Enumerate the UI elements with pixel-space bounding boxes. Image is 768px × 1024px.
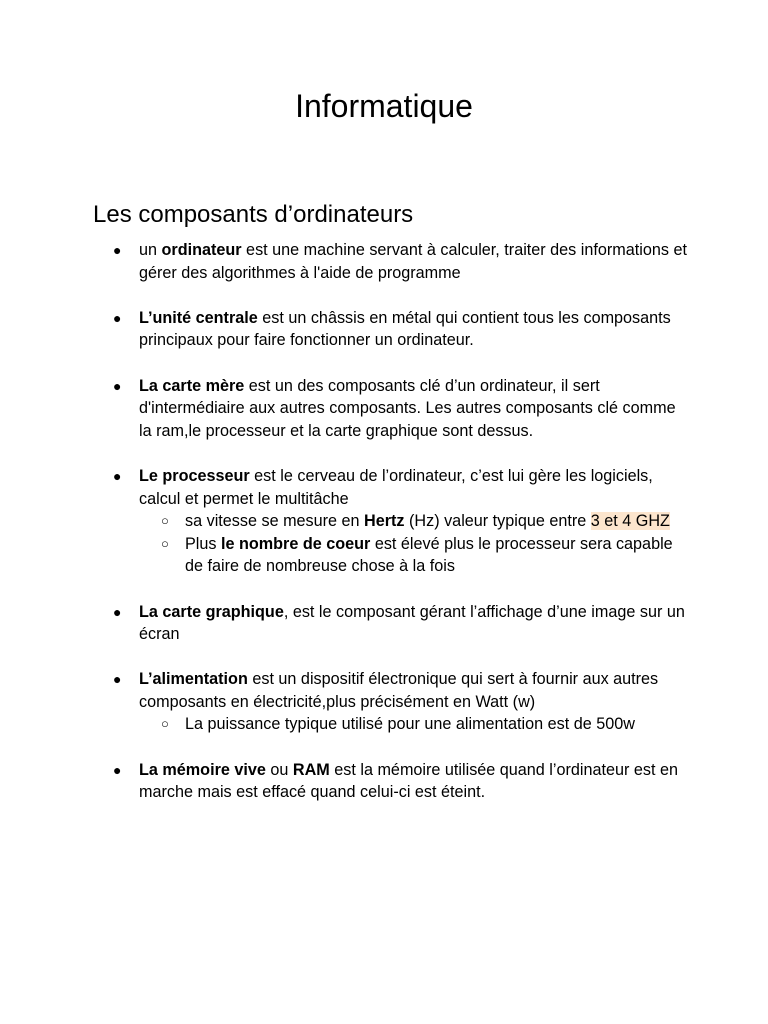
item-term: Le processeur — [139, 466, 250, 485]
sub-item-puissance — [139, 713, 688, 736]
bullet-icon: ● — [113, 377, 122, 394]
list-item-memoire-vive — [0, 759, 768, 804]
item-text: est la mémoire utilisée quand l’ordinateur est en marche mais est effacé quand celui-ci est éteint. — [139, 760, 678, 802]
sub-bullet-icon: ○ — [161, 716, 169, 732]
bullet-icon: ● — [113, 671, 122, 688]
item-text: est le cerveau de l’ordinateur, c’est lui gère les logiciels, calcul et permet le multitâche — [139, 466, 653, 508]
item-term: RAM — [292, 760, 330, 779]
sub-item-prefix: sa vitesse se mesure en — [185, 512, 365, 531]
bullet-icon: ● — [113, 467, 122, 484]
item-prefix: un — [139, 241, 162, 259]
bullet-list — [0, 239, 768, 826]
sub-list — [139, 713, 688, 736]
item-term: ordinateur — [161, 241, 242, 259]
item-text: est un châssis en métal qui contient tous les composants principaux pour faire fonctionner un ordinateur. — [139, 308, 671, 350]
sub-item-text: (Hz) valeur typique entre — [404, 512, 591, 531]
sub-item-term: Hertz — [364, 512, 405, 531]
sub-list — [139, 510, 688, 578]
item-term: La mémoire vive — [139, 760, 266, 779]
sub-bullet-icon: ○ — [161, 513, 169, 529]
section-heading: Les composants d’ordinateurs — [93, 201, 414, 228]
bullet-icon: ● — [113, 603, 122, 620]
item-text: est un dispositif électronique qui sert à fournir aux autres composants en électricité,plus précisément en Watt (w) — [139, 670, 659, 711]
sub-item-text: La puissance typique utilisé pour une alimentation est de 500w — [185, 715, 635, 734]
sub-item-prefix: Plus — [185, 534, 221, 553]
sub-item-text: est élevé plus le processeur sera capable de faire de nombreuse chose à la fois — [185, 534, 673, 576]
item-text: ou — [265, 760, 293, 779]
highlighted-value: 3 et 4 GHZ — [590, 512, 670, 531]
list-item-processeur — [0, 465, 768, 578]
list-item-carte-graphique — [0, 601, 768, 646]
page-title: Informatique — [295, 88, 473, 124]
item-term: L’unité centrale — [139, 308, 258, 327]
list-item-unite-centrale — [0, 307, 768, 352]
item-term: La carte graphique — [139, 602, 284, 621]
sub-item-hertz — [139, 510, 688, 533]
list-item-alimentation — [0, 668, 768, 736]
item-text: , est le composant gérant l’affichage d’une image sur un écran — [139, 602, 685, 644]
bullet-icon: ● — [113, 761, 122, 778]
item-text: est un des composants clé d’un ordinateur, il sert d'intermédiaire aux autres composants. Les autres composants clé comme la ram,le processeur et la carte graphique sont dessus. — [139, 376, 676, 440]
item-text: est une machine servant à calculer, traiter des informations et gérer des algorithmes à l'aide de programme — [139, 241, 687, 282]
sub-item-term: le nombre de coeur — [221, 534, 371, 553]
list-item-ordinateur — [0, 239, 768, 284]
item-term: L’alimentation — [139, 670, 248, 689]
sub-bullet-icon: ○ — [161, 535, 169, 551]
bullet-icon: ● — [113, 309, 122, 326]
list-item-carte-mere — [0, 375, 768, 443]
bullet-icon: ● — [113, 242, 122, 258]
item-term: La carte mère — [139, 376, 245, 395]
sub-item-coeur — [139, 533, 688, 578]
